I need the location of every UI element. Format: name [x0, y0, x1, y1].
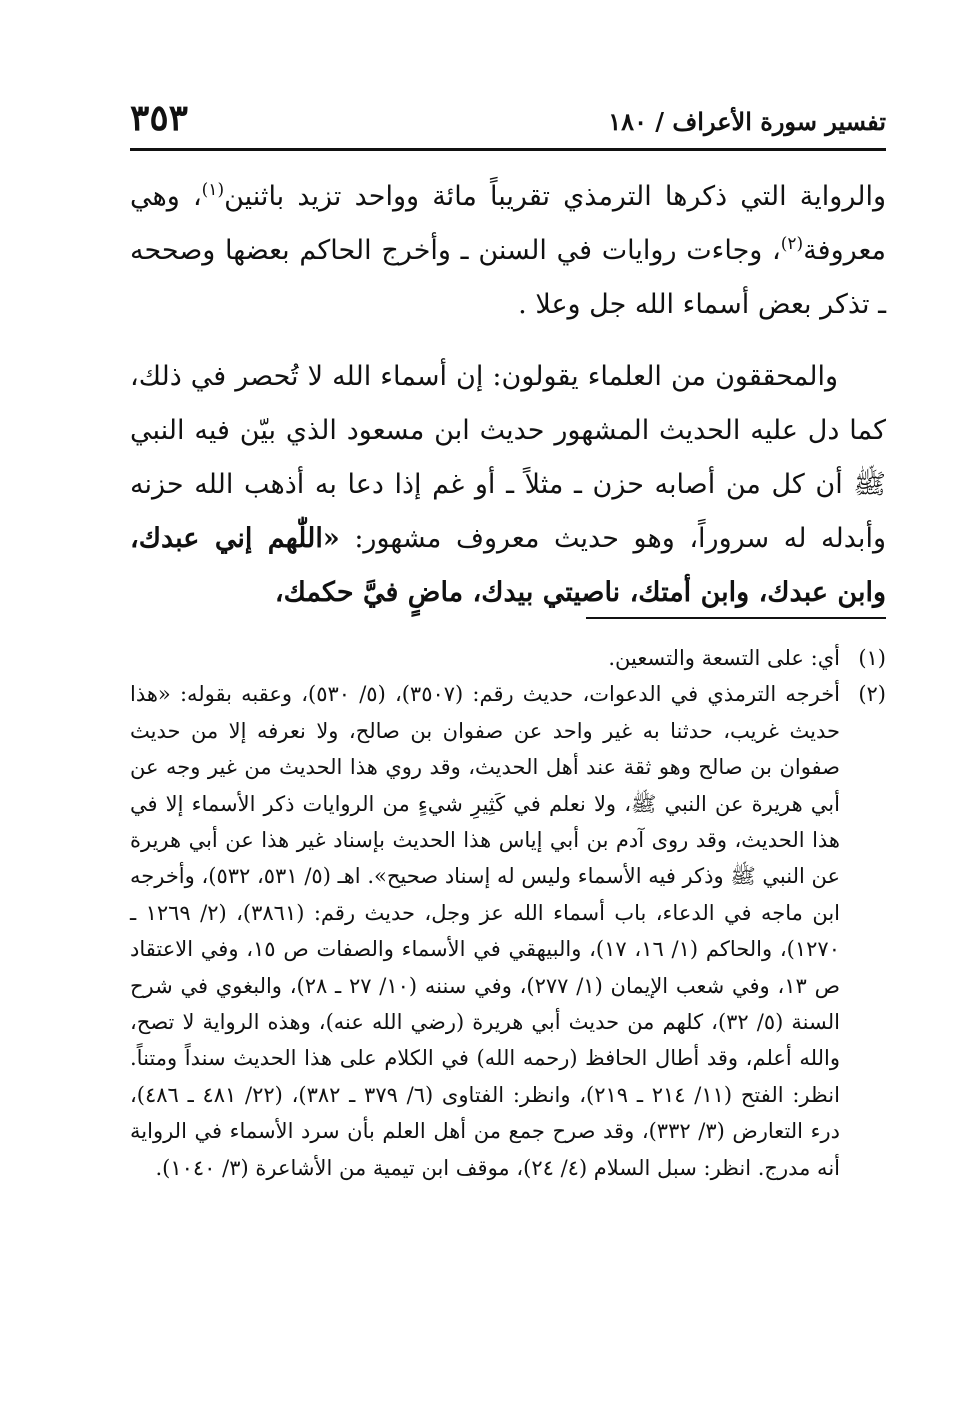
- footnote-ref-2: (٢): [780, 234, 804, 254]
- footnote-text: أخرجه الترمذي في الدعوات، حديث رقم: (٣٥٠٧)، (٥/ ٥٣٠)، وعقبه بقوله: «هذا حديث غريب، حدثنا به غير واحد عن صفوان بن صالح، ولا نعرفه إلا من حديث صفوان بن صالح وهو ثقة عند أهل الحديث، وقد روي هذا الحديث من غير وجه عن أبي هريرة عن النبي ﷺ، ولا نعلم في كَثِيرِ شيءٍ من الروايات ذكر الأسماء إلا في هذا الحديث، وقد روى آدم بن أبي إياس هذا الحديث بإسناد غير هذا عن أبي هريرة عن النبي ﷺ وذكر فيه الأسماء وليس له إسناد صحيح». اهـ (٥/ ٥٣١، ٥٣٢)، وأخرجه ابن ماجه في الدعاء، باب أسماء الله عز وجل، حديث رقم: (٣٨٦١)، (٢/ ١٢٦٩ ـ ١٢٧٠)، والحاكم (١/ ١٦، ١٧)، والبيهقي في الأسماء والصفات ص ١٥، وفي الاعتقاد ص ١٣، وفي شعب الإيمان (١/ ٢٧٧)، وفي سننه (١٠/ ٢٧ ـ ٢٨)، والبغوي في شرح السنة (٥/ ٣٢)، كلهم من حديث أبي هريرة (رضي الله عنه)، وهذه الرواية لا تصح، والله أعلم، وقد أطال الحافظ (رحمه الله) في الكلام على هذا الحديث سنداً ومتناً. انظر: الفتح (١١/ ٢١٤ ـ ٢١٩)، وانظر: الفتاوى (٦/ ٣٧٩ ـ ٣٨٢)، (٢٢/ ٤٨١ ـ ٤٨٦)، درء التعارض (٣/ ٣٣٢)، وقد صرح جمع من أهل العلم بأن سرد الأسماء في الرواية أنه مدرج. انظر: سبل السلام (٤/ ٢٤)، موقف ابن تيمية من الأشاعرة (٣/ ١٠٤٠).: [130, 682, 841, 1180]
- main-text: [130, 170, 886, 620]
- footnote-separator: [586, 617, 886, 619]
- paragraph-1-text-c: ، وجاءت روايات في السنن ـ وأخرج الحاكم بعضها وصححه ـ تذكر بعض أسماء الله جل وعلا .: [130, 235, 886, 320]
- footnote-ref-1: (١): [201, 180, 225, 200]
- footnotes: [130, 640, 886, 1186]
- page-number: ٣٥٣: [130, 97, 189, 139]
- paragraph-1-text-a: والرواية التي ذكرها الترمذي تقريباً مائة وواحد تزيد باثنين: [224, 181, 886, 212]
- paragraph-gap: [130, 332, 886, 350]
- hadith-quote: «اللّٰهم إني عبدك، وابن عبدك، وابن أمتك، ناصيتي بيدك، ماضٍ فيَّ حكمك،: [130, 523, 886, 608]
- running-title: تفسير سورة الأعراف / ١٨٠: [608, 107, 886, 136]
- footnote-number: (١): [858, 646, 886, 670]
- paragraph-2-text: والمحققون من العلماء يقولون: إن أسماء الله لا تُحصر في ذلك، كما دل عليه الحديث المشهور حديث ابن مسعود الذي بيّن فيه النبي ﷺ أن كل من أصابه حزن ـ مثلاً ـ أو غم إذا دعا به أذهب الله حزنه وأبدله له سروراً، وهو حديث معروف مشهور:: [130, 361, 886, 554]
- footnote-1: [130, 640, 886, 676]
- paragraph-1-text-b: ، وهي معروفة: [130, 181, 886, 266]
- paragraph-2: [130, 350, 886, 620]
- footnote-number: (٢): [858, 682, 886, 707]
- page-header: [130, 98, 886, 151]
- footnote-text: أي: على التسعة والتسعين.: [608, 646, 840, 670]
- paragraph-1: [130, 170, 886, 332]
- footnote-2: [130, 676, 886, 1186]
